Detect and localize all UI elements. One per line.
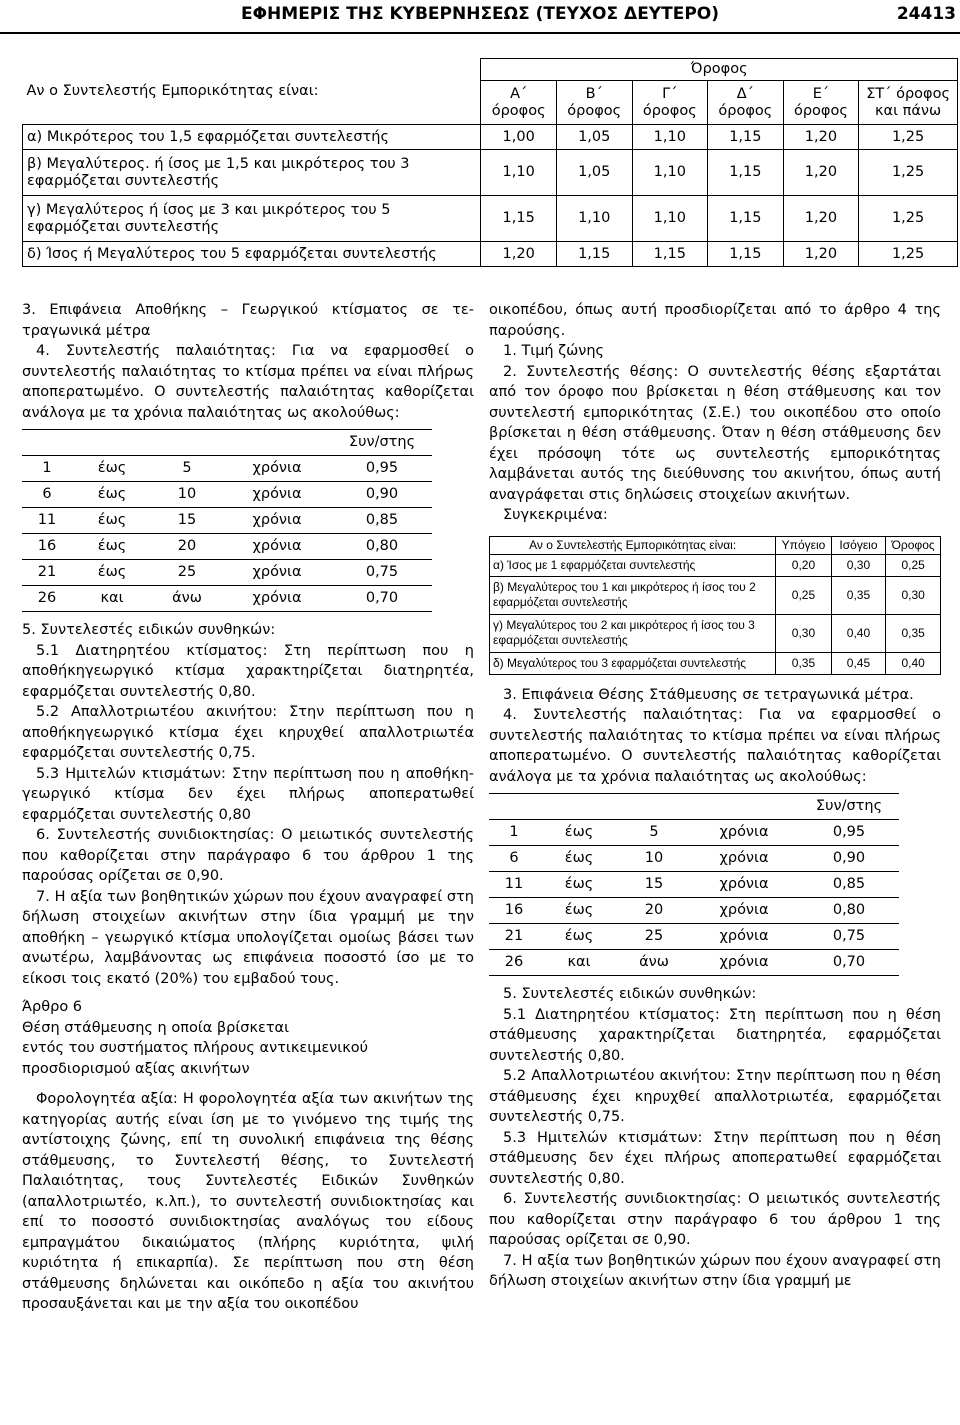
taxable-value-paragraph: Φορολογητέα αξία: Η φορολογητέα αξία των ακινήτων της κατηγορίας αυτής είναι ίση με το γινόμενο της τιμής της αντίστοιχης ζώνης, επί τη συνολική επιφάνεια της θέσης στάθμευσης, το Συντελεστή θέσης, το Συντελεστή Παλαιότητας, τους Συντελεστές Ειδικών Συνθηκών (απαλλοτριωτέο, κ.λπ.), το συντελεστή συνιδιοκτησίας και επί το ποσοστό συνιδιοκτησίας αναλόγως του είδους εμπραγμάτου δικαιώματος (πλήρης κυριότητα, ψιλή κυριότητα ή επικαρπία). Σε περίπτωση που στη θέση στάθμευσης δηλώνεται και οικόπεδο η αξία του ακινήτου προσαυξάνεται και με την αξία του οικοπέδου	[22, 1091, 474, 1312]
table-row: 6 έως 10 χρόνια 0,90	[489, 846, 899, 872]
column-header: Όροφος	[886, 536, 941, 554]
paragraph-1: 1. Τιμή ζώνης	[503, 343, 605, 359]
table-row: 26 και άνω χρόνια 0,70	[489, 950, 899, 976]
table-row	[490, 554, 941, 576]
cell: 1,15	[708, 196, 784, 242]
article-subtitle-3: προσδιορισμού αξίας ακινήτων	[22, 1060, 250, 1077]
cell: 1,25	[859, 242, 958, 267]
cell: 1,20	[783, 242, 859, 267]
table-row: 1 έως 5 χρόνια 0,95	[22, 456, 432, 482]
cell: 1,15	[556, 242, 632, 267]
age-coefficient-table	[489, 793, 899, 976]
cell: 0,40	[886, 652, 941, 674]
cell: 1,00	[481, 125, 557, 150]
page-header	[0, 0, 960, 34]
table-header-label: Αν ο Συντελεστής Εμπορικότητας είναι:	[23, 59, 481, 125]
cell: 1,10	[632, 196, 708, 242]
column-header: ΣΤ΄ όροφος και πάνω	[859, 81, 958, 125]
column-header: Ισόγειο	[831, 536, 886, 554]
table-header-row	[489, 794, 899, 820]
cell: 1,20	[481, 242, 557, 267]
page-number: 24413	[896, 4, 956, 24]
parking-position-table	[489, 536, 941, 675]
commerciality-floor-table	[22, 58, 958, 267]
paragraph-7: 7. Η αξία των βοηθητικών χώρων που έχουν αναγραφεί στη δήλωση στοιχείων ακινήτων στην ίδια γραμμή με την αποθήκη – γεωργικό κτίσμα υπολογίζεται ομοίως βάσει των ανωτέρω, λαμβάνοντας ως επιφάνεια ποσοστό ίσο με το είκοσι τοις εκατό (20%) του εμβαδού τους.	[22, 888, 474, 987]
cell: 1,15	[708, 150, 784, 196]
table-header-row	[22, 430, 432, 456]
paragraph-5-3: 5.3 Ημιτελών κτισμάτων: Στην περίπτωση που η αποθήκηγεωργικό κτίσμα δεν έχει πλήρως αποπερατωθεί εφαρμόζεται συντελεστής 0,80	[22, 765, 474, 823]
cell: 0,40	[831, 614, 886, 652]
table-row: 21 έως 25 χρόνια 0,75	[22, 560, 432, 586]
table-header-row	[490, 536, 941, 554]
cell: 0,35	[831, 576, 886, 614]
cell: 1,15	[708, 125, 784, 150]
column-header: Ε΄ όροφος	[783, 81, 859, 125]
coefficient-header: Συν/στης	[332, 430, 432, 456]
article-title: Άρθρο 6	[22, 999, 83, 1015]
table-row: 16 έως 20 χρόνια 0,80	[489, 898, 899, 924]
row-label: α) Μικρότερος του 1,5 εφαρμόζεται συντελεστής	[23, 125, 481, 150]
cell: 1,20	[783, 125, 859, 150]
cell: 0,20	[776, 554, 831, 576]
column-header: Β΄ όροφος	[556, 81, 632, 125]
right-column	[489, 300, 941, 1292]
paragraph-5-2: 5.2 Απαλλοτριωτέου ακινήτου: Στην περίπτωση που η αποθήκηγεωργικό κτίσμα έχει κηρυχθεί απαλλοτριωτέα εφαρμόζεται συντελεστής 0,75.	[22, 704, 474, 761]
cell: 1,25	[859, 196, 958, 242]
cell: 0,30	[831, 554, 886, 576]
table-row: 11 έως 15 χρόνια 0,85	[489, 872, 899, 898]
cell: 0,30	[886, 576, 941, 614]
paragraph-continuation: οικοπέδου, όπως αυτή προσδιορίζεται από το άρθρο 4 της παρούσης.	[489, 302, 941, 339]
cell: 0,35	[776, 652, 831, 674]
column-header: Υπόγειο	[776, 536, 831, 554]
left-column	[22, 300, 474, 1315]
column-header: Γ΄ όροφος	[632, 81, 708, 125]
article-subtitle-2: εντός του συστήματος πλήρους αντικειμενικού	[22, 1040, 368, 1056]
cell: 1,15	[481, 196, 557, 242]
paragraph-5-1: 5.1 Διατηρητέου κτίσματος: Στη περίπτωση που η αποθήκηγεωργικό κτίσμα χαρακτηρίζεται διατηρητέα, εφαρμόζεται συντελεστής 0,80.	[22, 642, 474, 700]
paragraph-4: 4. Συντελεστής παλαιότητας: Για να εφαρμοσθεί ο συντελεστής παλαιότητας το κτίσμα πρέπει να είναι πλήρως αποπερατωμένο. Ο συντελεστής παλαιότητας καθορίζεται ανάλογα με τα χρόνια παλαιότητας ως ακολούθως:	[22, 343, 474, 421]
cell: 0,35	[886, 614, 941, 652]
paragraph-2: 2. Συντελεστής θέσης: Ο συντελεστής θέσης εξαρτάται από τον όροφο που βρίσκεται η θέση στάθμευσης και τον συντελεστή εμπορικότητας (Σ.Ε.) του οικοπέδου στο οποίο βρίσκεται η θέση στάθμευσης. Όταν η θέση στάθμευσης δεν έχει πρόσοψη τότε ως συντελεστής εμπορικότητας λαμβάνεται αυτός της διεύθυνσης του ακινήτου, όπως αυτή αναγράφεται στις δηλώσεις στοιχείων ακινήτων.	[489, 363, 941, 503]
table-row	[490, 614, 941, 652]
paragraph-6: 6. Συντελεστής συνιδιοκτησίας: Ο μειωτικός συντελεστής που καθορίζεται στην παράγραφο 6 του άρθρου 1 της παρούσας ορίζεται σε 0,90.	[22, 827, 474, 884]
cell: 1,25	[859, 150, 958, 196]
cell: 1,20	[783, 150, 859, 196]
paragraph-7: 7. Η αξία των βοηθητικών χώρων που έχουν αναγραφεί στη δήλωση στοιχείων ακινήτων στην ίδια γραμμή με	[489, 1252, 941, 1289]
paragraph-4: 4. Συντελεστής παλαιότητας: Για να εφαρμοσθεί ο συντελεστής παλαιότητας το κτίσμα πρέπει να είναι πλήρως αποπερατωμένο. Ο συντελεστής παλαιότητας καθορίζεται ανάλογα με τα χρόνια παλαιότητας ως ακολούθως:	[489, 707, 941, 785]
table-row	[23, 125, 958, 150]
cell: 1,05	[556, 125, 632, 150]
gazette-title: ΕΦΗΜΕΡΙΣ ΤΗΣ ΚΥΒΕΡΝΗΣΕΩΣ (ΤΕΥΧΟΣ ΔΕΥΤΕΡΟ)	[240, 4, 720, 24]
cell: 1,10	[632, 125, 708, 150]
coefficient-header: Συν/στης	[799, 794, 899, 820]
paragraph-3: 3. Επιφάνεια Αποθήκης – Γεωργικού κτίσματος σε τετραγωνικά μέτρα	[22, 302, 474, 339]
header-divider	[0, 32, 960, 34]
cell: 1,10	[556, 196, 632, 242]
paragraph-5-1: 5.1 Διατηρητέου κτίσματος: Στη περίπτωση που η θέση στάθμευσης χαρακτηρίζεται διατηρητέα, εφαρμόζεται συντελεστής 0,80.	[489, 1006, 941, 1064]
table-row: 16 έως 20 χρόνια 0,80	[22, 534, 432, 560]
column-header: Δ΄ όροφος	[708, 81, 784, 125]
paragraph-5-2: 5.2 Απαλλοτριωτέου ακινήτου: Στην περίπτωση που η θέση στάθμευσης έχει κηρυχθεί απαλλοτριωτέα, εφαρμόζεται συντελεστής 0,75.	[489, 1068, 941, 1125]
table-row	[23, 196, 958, 242]
row-label: γ) Μεγαλύτερος ή ίσος με 3 και μικρότερος του 5 εφαρμόζεται συντελεστής	[23, 196, 481, 242]
row-label: β) Μεγαλύτερος του 1 και μικρότερος ή ίσος του 2 εφαρμόζεται συντελεστής	[490, 576, 776, 614]
column-header: Αν ο Συντελεστής Εμπορικότητας είναι:	[490, 536, 776, 554]
cell: 1,20	[783, 196, 859, 242]
paragraph-5: 5. Συντελεστές ειδικών συνθηκών:	[503, 986, 757, 1002]
floor-group-header: Όροφος	[481, 59, 958, 81]
cell: 1,10	[481, 150, 557, 196]
age-coefficient-table	[22, 429, 432, 612]
cell: 1,15	[708, 242, 784, 267]
cell: 1,05	[556, 150, 632, 196]
article-subtitle-1: Θέση στάθμευσης η οποία βρίσκεται	[22, 1019, 290, 1036]
cell: 0,30	[776, 614, 831, 652]
table-row: 26 και άνω χρόνια 0,70	[22, 586, 432, 612]
table-row	[490, 652, 941, 674]
table-row: 1 έως 5 χρόνια 0,95	[489, 820, 899, 846]
cell: 0,45	[831, 652, 886, 674]
table-row: 21 έως 25 χρόνια 0,75	[489, 924, 899, 950]
row-label: δ) Μεγαλύτερος του 3 εφαρμόζεται συντελεστής	[490, 652, 776, 674]
table-row	[23, 242, 958, 267]
paragraph-specifically: Συγκεκριμένα:	[503, 507, 608, 523]
cell: 1,15	[632, 242, 708, 267]
table-row: 6 έως 10 χρόνια 0,90	[22, 482, 432, 508]
table-row	[23, 150, 958, 196]
cell: 1,10	[632, 150, 708, 196]
row-label: β) Μεγαλύτερος. ή ίσος με 1,5 και μικρότερος του 3 εφαρμόζεται συντελεστής	[23, 150, 481, 196]
paragraph-3: 3. Επιφάνεια Θέσης Στάθμευσης σε τετραγωνικά μέτρα.	[503, 686, 914, 703]
row-label: α) Ίσος με 1 εφαρμόζεται συντελεστής	[490, 554, 776, 576]
cell: 1,25	[859, 125, 958, 150]
table-row: 11 έως 15 χρόνια 0,85	[22, 508, 432, 534]
cell: 0,25	[886, 554, 941, 576]
cell: 0,25	[776, 576, 831, 614]
row-label: γ) Μεγαλύτερος του 2 και μικρότερος ή ίσος του 3 εφαρμόζεται συντελεστής	[490, 614, 776, 652]
paragraph-6: 6. Συντελεστής συνιδιοκτησίας: Ο μειωτικός συντελεστής που καθορίζεται στην παράγραφο 6 του άρθρου 1 της παρούσας ορίζεται σε 0,90.	[489, 1191, 941, 1248]
paragraph-5: 5. Συντελεστές ειδικών συνθηκών:	[22, 622, 276, 638]
row-label: δ) Ίσος ή Μεγαλύτερος του 5 εφαρμόζεται συντελεστής	[23, 242, 481, 267]
table-row	[490, 576, 941, 614]
paragraph-5-3: 5.3 Ημιτελών κτισμάτων: Στην περίπτωση που η θέση στάθμευσης δεν έχει πλήρως αποπερατωθεί εφαρμόζεται συντελεστής 0,80.	[489, 1129, 941, 1187]
column-header: Α΄ όροφος	[481, 81, 557, 125]
